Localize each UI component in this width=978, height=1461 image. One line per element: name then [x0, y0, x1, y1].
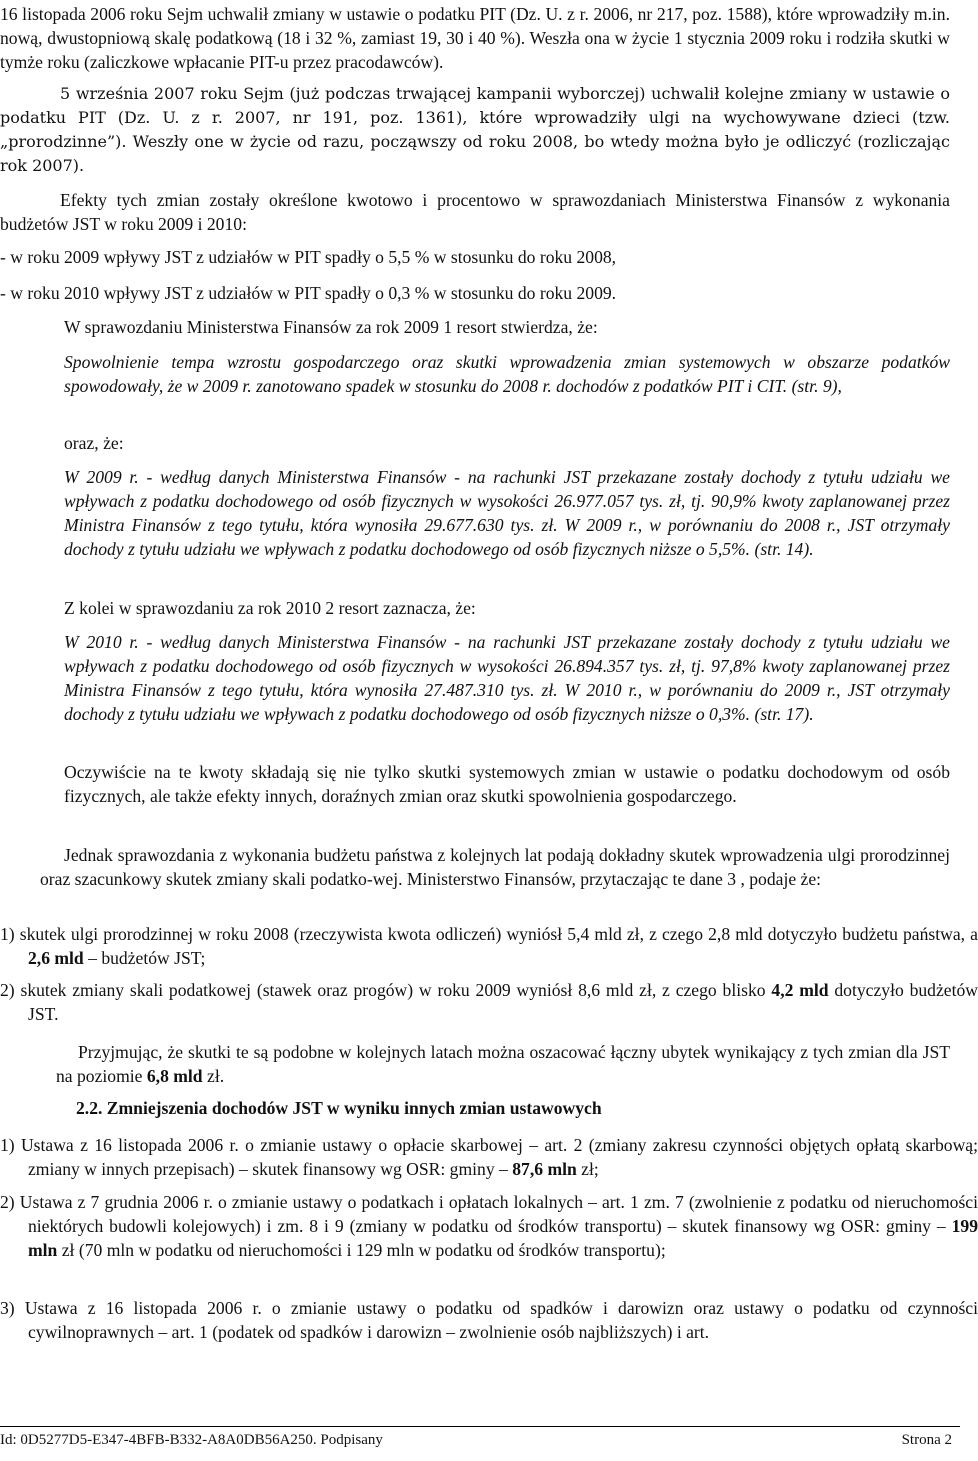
list-text: 2) skutek zmiany skali podatkowej (stawek oraz progów) w roku 2009 wyniósł 8,6 mld zł, z czego blisko	[0, 980, 772, 1000]
list-text: zł (70 mln w podatku od nieruchomości i 129 mln w podatku od środków transportu);	[57, 1240, 666, 1260]
bullet-text: - w roku 2009 wpływy JST z udziałów w PIT spadły o 5,5 % w stosunku do roku 2008,	[0, 247, 617, 267]
list-text: 1) Ustawa z 16 listopada 2006 r. o zmianie ustawy o opłacie skarbowej – art. 2 (zmiany zakresu czynności objętych opłatą skarbową; zmiany w innych przepisach) – skutek finansowy wg OSR: gminy –	[0, 1135, 978, 1179]
list-item-oplata	[0, 1133, 978, 1181]
bullet-2009	[0, 245, 950, 269]
list-text-bold: 199 mln	[28, 1216, 978, 1260]
list-text: 2) Ustawa z 7 grudnia 2006 r. o zmianie ustawy o podatkach i opłatach lokalnych – art. 1 zm. 7 (zwolnienie z podatku od nieruchomości niektórych budowli kolejowych) i zm. 8 i 9 (zmiany w podatku od środków transportu) – skutek finansowy wg OSR: gminy –	[0, 1192, 978, 1236]
paragraph-pit-2006	[0, 2, 950, 74]
paragraph-text: Jednak sprawozdania z wykonania budżetu państwa z kolejnych lat podają dokładny skutek wprowadzenia ulgi prorodzinnej oraz szacunkowy skutek zmiany skali podatko-wej. Ministerstwo Finansów, przytaczając te dane 3 , podaje że:	[40, 845, 950, 889]
list-text: dotyczyło budżetów JST.	[28, 980, 978, 1024]
list-item-ulga	[0, 922, 978, 970]
list-text-bold: 4,2 mld	[771, 980, 829, 1000]
paragraph-however	[40, 843, 950, 891]
quote-slowdown	[64, 350, 950, 398]
section-heading: 2.2. Zmniejszenia dochodów JST w wyniku innych zmian ustawowych	[76, 1098, 602, 1118]
paragraph-and	[64, 431, 950, 455]
quote-text: W 2010 r. - według danych Ministerstwa Finansów - na rachunki JST przekazane zostały dochody z tytułu udziału we wpływach z podatku dochodowego od osób fizycznych w wysokości 26.894.357 tys. zł, tj. 97,8% kwoty zaplanowanej przez Ministra Finansów z tego tytułu, która wynosiła 27.487.310 tys. zł. W 2010 r., w porównaniu do 2009 r., JST otrzymały dochody z tytułu udziału we wpływach z podatku dochodowego od osób fizycznych niższe o 0,3%. (str. 17).	[64, 632, 950, 724]
bullet-text: - w roku 2010 wpływy JST z udziałów w PIT spadły o 0,3 % w stosunku do roku 2009.	[0, 283, 617, 303]
paragraph-effects	[0, 188, 950, 236]
list-text: zł;	[576, 1159, 599, 1179]
bullet-2010	[0, 281, 950, 305]
quote-text: W 2009 r. - według danych Ministerstwa Finansów - na rachunki JST przekazane zostały dochody z tytułu udziału we wpływach z podatku dochodowego od osób fizycznych w wysokości 26.977.057 tys. zł, tj. 90,9% kwoty zaplanowanej przez Ministra Finansów z tego tytułu, która wynosiła 29.677.630 tys. zł. W 2009 r., w porównaniu do 2008 r., JST otrzymały dochody z tytułu udziału we wpływach z podatku dochodowego od osób fizycznych niższe o 5,5%. (str. 14).	[64, 467, 950, 559]
paragraph-text: Z kolei w sprawozdaniu za rok 2010 2 resort zaznacza, że:	[64, 598, 476, 618]
quote-text: Spowolnienie tempa wzrostu gospodarczego oraz skutki wprowadzenia zmian systemowych w obszarze podatków spowodowały, że w 2009 r. zanotowano spadek w stosunku do 2008 r. dochodów z podatków PIT i CIT. (str. 9),	[64, 352, 950, 396]
paragraph-text: Przyjmując, że skutki te są podobne w kolejnych latach można oszacować łączny ubytek wynikający z tych zmian dla JST na poziomie	[56, 1042, 950, 1086]
paragraph-text: Efekty tych zmian zostały określone kwotowo i procentowo w sprawozdaniach Ministerstwa Finansów z wykonania budżetów JST w roku 2009 i 2010:	[0, 190, 950, 234]
paragraph-estimate	[56, 1040, 950, 1088]
quote-2009	[64, 465, 950, 561]
paragraph-pit-2007	[0, 82, 950, 178]
paragraph-report-2010	[64, 596, 950, 620]
list-item-spadki	[0, 1296, 978, 1344]
paragraph-text: 5 września 2007 roku Sejm (już podczas trwającej kampanii wyborczej) uchwalił kolejne zmiany w ustawie o podatku PIT (Dz. U. z r. 2007, nr 191, poz. 1361), które wprowadziły ulgi na wychowywane dzieci (tzw. „prorodzinne”). Weszły one w życie od razu, począwszy od roku 2008, bo wtedy można było je odliczyć (rozliczając rok 2007).	[0, 84, 950, 175]
list-text: 1) skutek ulgi prorodzinnej w roku 2008 (rzeczywista kwota odliczeń) wyniósł 5,4 mld zł, z czego 2,8 mld dotyczyło budżetu państwa, a	[0, 924, 978, 944]
list-text: – budżetów JST;	[83, 948, 206, 968]
list-text: 3) Ustawa z 16 listopada 2006 r. o zmianie ustawy o podatku od spadków i darowizn oraz ustawy o podatku od czynności cywilnoprawnych – art. 1 (podatek od spadków i darowizn – zwolnienie osób najbliższych) i art.	[0, 1298, 978, 1342]
list-item-podatki-lokalne	[0, 1190, 978, 1262]
list-text-bold: 87,6 mln	[512, 1159, 577, 1179]
footer-page-number: Strona 2	[901, 1432, 952, 1448]
paragraph-text-bold: 6,8 mld	[146, 1066, 203, 1086]
paragraph-text: Oczywiście na te kwoty składają się nie tylko skutki systemowych zmian w ustawie o podatku dochodowym od osób fizycznych, ale także efekty innych, doraźnych zmian oraz skutki spowolnienia gospodarczego.	[64, 762, 950, 806]
quote-2010	[64, 630, 950, 726]
paragraph-text: zł.	[202, 1066, 225, 1086]
list-text-bold: 2,6 mld	[28, 948, 84, 968]
paragraph-text: W sprawozdaniu Ministerstwa Finansów za rok 2009 1 resort stwierdza, że:	[64, 317, 598, 337]
paragraph-report-2009	[64, 315, 950, 339]
paragraph-text: oraz, że:	[64, 433, 124, 453]
paragraph-of-course	[64, 760, 950, 808]
footer-document-id: Id: 0D5277D5-E347-4BFB-B332-A8A0DB56A250. Podpisany	[0, 1432, 383, 1448]
paragraph-text: 16 listopada 2006 roku Sejm uchwalił zmiany w ustawie o podatku PIT (Dz. U. z r. 2006, nr 217, poz. 1588), które wprowadziły m.in. nową, dwustopniową skalę podatkową (18 i 32 %, zamiast 19, 30 i 40 %). Weszła ona w życie 1 stycznia 2009 roku i rodziła skutki w tymże roku (zaliczkowe wpłacanie PIT-u przez pracodawców).	[0, 4, 950, 72]
footer-divider	[0, 1426, 960, 1427]
list-item-skala	[0, 978, 978, 1026]
